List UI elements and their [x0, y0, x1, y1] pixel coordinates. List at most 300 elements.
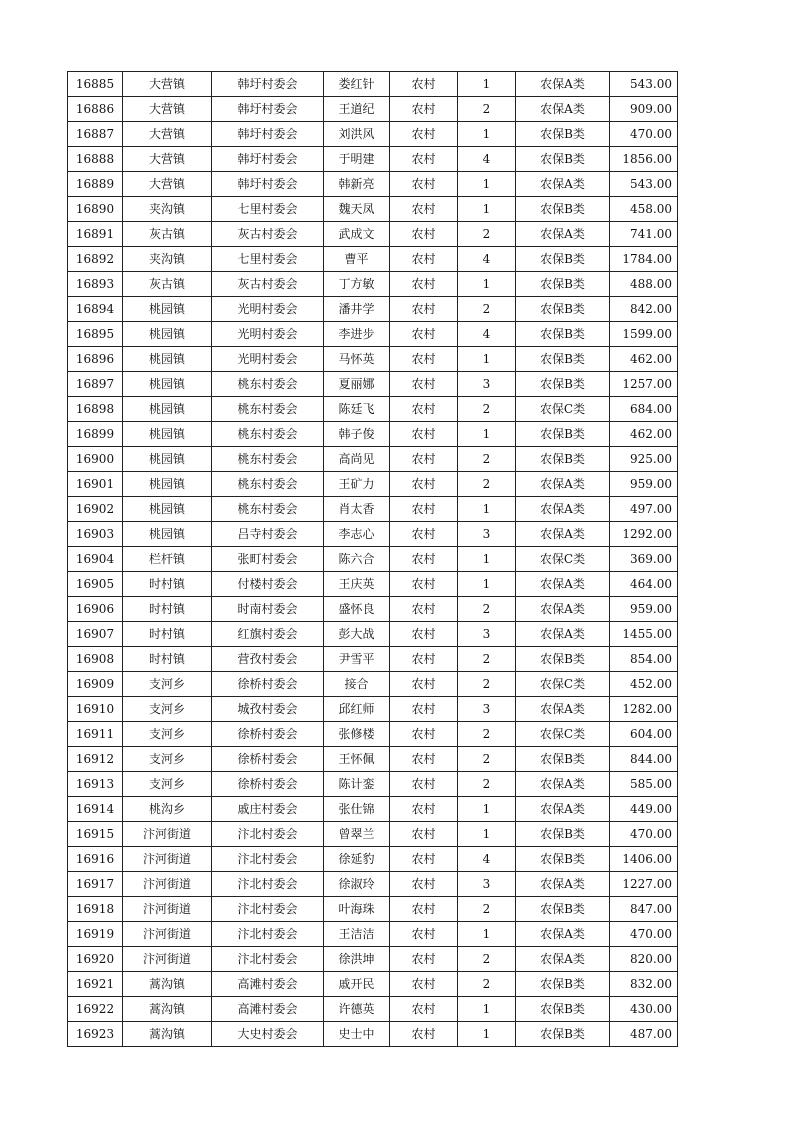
name-cell: 李进步: [324, 322, 390, 347]
amount-cell: 458.00: [610, 197, 678, 222]
member-count-cell: 1: [458, 72, 516, 97]
table-row: [68, 197, 678, 222]
insurance-category-cell: 农保A类: [516, 497, 610, 522]
amount-cell: 1282.00: [610, 697, 678, 722]
name-cell: 高尚见: [324, 447, 390, 472]
township-cell: 支河乡: [123, 672, 212, 697]
village-committee-cell: 张町村委会: [212, 547, 324, 572]
amount-cell: 604.00: [610, 722, 678, 747]
village-committee-cell: 汴北村委会: [212, 897, 324, 922]
village-committee-cell: 吕寺村委会: [212, 522, 324, 547]
amount-cell: 925.00: [610, 447, 678, 472]
member-count-cell: 4: [458, 247, 516, 272]
name-cell: 王怀佩: [324, 747, 390, 772]
village-committee-cell: 汴北村委会: [212, 847, 324, 872]
name-cell: 韩子俊: [324, 422, 390, 447]
township-cell: 汴河街道: [123, 847, 212, 872]
township-cell: 桃园镇: [123, 347, 212, 372]
member-count-cell: 2: [458, 472, 516, 497]
township-cell: 大营镇: [123, 72, 212, 97]
household-type-cell: 农村: [390, 172, 458, 197]
serial-number-cell: 16912: [68, 747, 123, 772]
name-cell: 许德英: [324, 997, 390, 1022]
serial-number-cell: 16910: [68, 697, 123, 722]
name-cell: 徐延豹: [324, 847, 390, 872]
insurance-category-cell: 农保B类: [516, 847, 610, 872]
amount-cell: 959.00: [610, 472, 678, 497]
township-cell: 桃园镇: [123, 372, 212, 397]
township-cell: 桃园镇: [123, 397, 212, 422]
member-count-cell: 2: [458, 647, 516, 672]
table-row: [68, 997, 678, 1022]
village-committee-cell: 七里村委会: [212, 197, 324, 222]
amount-cell: 497.00: [610, 497, 678, 522]
village-committee-cell: 时南村委会: [212, 597, 324, 622]
household-type-cell: 农村: [390, 772, 458, 797]
household-type-cell: 农村: [390, 297, 458, 322]
insurance-category-cell: 农保A类: [516, 772, 610, 797]
insurance-category-cell: 农保A类: [516, 797, 610, 822]
household-type-cell: 农村: [390, 622, 458, 647]
amount-cell: 487.00: [610, 1022, 678, 1047]
insurance-category-cell: 农保A类: [516, 597, 610, 622]
name-cell: 武成文: [324, 222, 390, 247]
name-cell: 王道纪: [324, 97, 390, 122]
insurance-category-cell: 农保A类: [516, 872, 610, 897]
name-cell: 李志心: [324, 522, 390, 547]
table-row: [68, 897, 678, 922]
name-cell: 王矿力: [324, 472, 390, 497]
amount-cell: 1856.00: [610, 147, 678, 172]
serial-number-cell: 16905: [68, 572, 123, 597]
insurance-category-cell: 农保B类: [516, 247, 610, 272]
name-cell: 戚开民: [324, 972, 390, 997]
township-cell: 汴河街道: [123, 897, 212, 922]
member-count-cell: 3: [458, 372, 516, 397]
village-committee-cell: 灰古村委会: [212, 222, 324, 247]
village-committee-cell: 城孜村委会: [212, 697, 324, 722]
serial-number-cell: 16915: [68, 822, 123, 847]
amount-cell: 462.00: [610, 422, 678, 447]
table-row: [68, 772, 678, 797]
amount-cell: 585.00: [610, 772, 678, 797]
member-count-cell: 1: [458, 997, 516, 1022]
name-cell: 陈廷飞: [324, 397, 390, 422]
member-count-cell: 2: [458, 972, 516, 997]
village-committee-cell: 韩圩村委会: [212, 72, 324, 97]
village-committee-cell: 桃东村委会: [212, 497, 324, 522]
table-row: [68, 247, 678, 272]
insurance-category-cell: 农保B类: [516, 997, 610, 1022]
member-count-cell: 2: [458, 947, 516, 972]
village-committee-cell: 徐桥村委会: [212, 722, 324, 747]
village-committee-cell: 大史村委会: [212, 1022, 324, 1047]
amount-cell: 543.00: [610, 72, 678, 97]
serial-number-cell: 16903: [68, 522, 123, 547]
village-committee-cell: 桃东村委会: [212, 397, 324, 422]
township-cell: 汴河街道: [123, 872, 212, 897]
household-type-cell: 农村: [390, 397, 458, 422]
amount-cell: 430.00: [610, 997, 678, 1022]
member-count-cell: 2: [458, 722, 516, 747]
amount-cell: 1784.00: [610, 247, 678, 272]
serial-number-cell: 16907: [68, 622, 123, 647]
name-cell: 刘洪风: [324, 122, 390, 147]
serial-number-cell: 16913: [68, 772, 123, 797]
serial-number-cell: 16891: [68, 222, 123, 247]
insurance-category-cell: 农保A类: [516, 172, 610, 197]
serial-number-cell: 16890: [68, 197, 123, 222]
village-committee-cell: 桃东村委会: [212, 472, 324, 497]
village-committee-cell: 红旗村委会: [212, 622, 324, 647]
name-cell: 徐洪坤: [324, 947, 390, 972]
insurance-category-cell: 农保A类: [516, 97, 610, 122]
table-row: [68, 922, 678, 947]
village-committee-cell: 光明村委会: [212, 347, 324, 372]
village-committee-cell: 韩圩村委会: [212, 97, 324, 122]
member-count-cell: 1: [458, 1022, 516, 1047]
table-row: [68, 847, 678, 872]
amount-cell: 854.00: [610, 647, 678, 672]
member-count-cell: 2: [458, 747, 516, 772]
insurance-category-cell: 农保B类: [516, 297, 610, 322]
amount-cell: 1292.00: [610, 522, 678, 547]
township-cell: 汴河街道: [123, 947, 212, 972]
household-type-cell: 农村: [390, 122, 458, 147]
serial-number-cell: 16923: [68, 1022, 123, 1047]
township-cell: 时村镇: [123, 647, 212, 672]
township-cell: 支河乡: [123, 722, 212, 747]
amount-cell: 1406.00: [610, 847, 678, 872]
insurance-category-cell: 农保B类: [516, 747, 610, 772]
household-type-cell: 农村: [390, 372, 458, 397]
township-cell: 时村镇: [123, 622, 212, 647]
amount-cell: 449.00: [610, 797, 678, 822]
insurance-category-cell: 农保B类: [516, 447, 610, 472]
township-cell: 蒿沟镇: [123, 972, 212, 997]
member-count-cell: 2: [458, 672, 516, 697]
household-type-cell: 农村: [390, 597, 458, 622]
township-cell: 桃园镇: [123, 472, 212, 497]
serial-number-cell: 16897: [68, 372, 123, 397]
name-cell: 叶海珠: [324, 897, 390, 922]
name-cell: 盛怀良: [324, 597, 390, 622]
household-type-cell: 农村: [390, 922, 458, 947]
amount-cell: 959.00: [610, 597, 678, 622]
name-cell: 魏天凤: [324, 197, 390, 222]
table-row: [68, 272, 678, 297]
name-cell: 徐淑玲: [324, 872, 390, 897]
member-count-cell: 1: [458, 347, 516, 372]
table-row: [68, 222, 678, 247]
table-row: [68, 947, 678, 972]
member-count-cell: 3: [458, 622, 516, 647]
household-type-cell: 农村: [390, 222, 458, 247]
village-committee-cell: 桃东村委会: [212, 372, 324, 397]
table-row: [68, 822, 678, 847]
serial-number-cell: 16918: [68, 897, 123, 922]
township-cell: 桃园镇: [123, 447, 212, 472]
name-cell: 潘井学: [324, 297, 390, 322]
household-type-cell: 农村: [390, 72, 458, 97]
serial-number-cell: 16899: [68, 422, 123, 447]
village-committee-cell: 光明村委会: [212, 322, 324, 347]
insurance-category-cell: 农保B类: [516, 272, 610, 297]
village-committee-cell: 汴北村委会: [212, 872, 324, 897]
member-count-cell: 2: [458, 97, 516, 122]
serial-number-cell: 16919: [68, 922, 123, 947]
household-type-cell: 农村: [390, 722, 458, 747]
township-cell: 桃园镇: [123, 297, 212, 322]
insurance-category-cell: 农保B类: [516, 147, 610, 172]
serial-number-cell: 16921: [68, 972, 123, 997]
township-cell: 栏杆镇: [123, 547, 212, 572]
amount-cell: 1257.00: [610, 372, 678, 397]
member-count-cell: 3: [458, 522, 516, 547]
insurance-category-cell: 农保C类: [516, 547, 610, 572]
insurance-category-cell: 农保B类: [516, 347, 610, 372]
village-committee-cell: 桃东村委会: [212, 422, 324, 447]
insurance-category-cell: 农保C类: [516, 397, 610, 422]
township-cell: 大营镇: [123, 147, 212, 172]
name-cell: 肖太香: [324, 497, 390, 522]
amount-cell: 470.00: [610, 822, 678, 847]
insurance-category-cell: 农保A类: [516, 472, 610, 497]
table-row: [68, 647, 678, 672]
village-committee-cell: 高滩村委会: [212, 972, 324, 997]
name-cell: 夏丽娜: [324, 372, 390, 397]
serial-number-cell: 16885: [68, 72, 123, 97]
name-cell: 张修楼: [324, 722, 390, 747]
member-count-cell: 2: [458, 297, 516, 322]
table-row: [68, 747, 678, 772]
household-type-cell: 农村: [390, 272, 458, 297]
name-cell: 陈计銮: [324, 772, 390, 797]
member-count-cell: 2: [458, 597, 516, 622]
member-count-cell: 1: [458, 797, 516, 822]
member-count-cell: 4: [458, 322, 516, 347]
household-type-cell: 农村: [390, 972, 458, 997]
township-cell: 汴河街道: [123, 822, 212, 847]
insurance-category-cell: 农保A类: [516, 622, 610, 647]
serial-number-cell: 16900: [68, 447, 123, 472]
insurance-category-cell: 农保C类: [516, 722, 610, 747]
household-type-cell: 农村: [390, 472, 458, 497]
insurance-category-cell: 农保B类: [516, 122, 610, 147]
table-row: [68, 97, 678, 122]
village-committee-cell: 徐桥村委会: [212, 672, 324, 697]
table-row: [68, 172, 678, 197]
member-count-cell: 2: [458, 397, 516, 422]
insurance-category-cell: 农保C类: [516, 672, 610, 697]
serial-number-cell: 16886: [68, 97, 123, 122]
table-row: [68, 622, 678, 647]
village-committee-cell: 营孜村委会: [212, 647, 324, 672]
township-cell: 桃园镇: [123, 422, 212, 447]
amount-cell: 1599.00: [610, 322, 678, 347]
member-count-cell: 1: [458, 172, 516, 197]
table-row: [68, 697, 678, 722]
village-committee-cell: 戚庄村委会: [212, 797, 324, 822]
township-cell: 桃沟乡: [123, 797, 212, 822]
name-cell: 接合: [324, 672, 390, 697]
member-count-cell: 1: [458, 422, 516, 447]
serial-number-cell: 16911: [68, 722, 123, 747]
member-count-cell: 1: [458, 272, 516, 297]
township-cell: 时村镇: [123, 572, 212, 597]
member-count-cell: 3: [458, 872, 516, 897]
serial-number-cell: 16894: [68, 297, 123, 322]
household-type-cell: 农村: [390, 522, 458, 547]
member-count-cell: 1: [458, 572, 516, 597]
amount-cell: 488.00: [610, 272, 678, 297]
township-cell: 支河乡: [123, 697, 212, 722]
household-type-cell: 农村: [390, 97, 458, 122]
amount-cell: 832.00: [610, 972, 678, 997]
village-committee-cell: 韩圩村委会: [212, 122, 324, 147]
serial-number-cell: 16888: [68, 147, 123, 172]
member-count-cell: 1: [458, 197, 516, 222]
village-committee-cell: 高滩村委会: [212, 997, 324, 1022]
member-count-cell: 1: [458, 547, 516, 572]
table-row: [68, 472, 678, 497]
table-row: [68, 147, 678, 172]
table-row: [68, 447, 678, 472]
household-type-cell: 农村: [390, 197, 458, 222]
table-row: [68, 547, 678, 572]
table-row: [68, 372, 678, 397]
insurance-category-cell: 农保B类: [516, 422, 610, 447]
household-type-cell: 农村: [390, 247, 458, 272]
village-committee-cell: 灰古村委会: [212, 272, 324, 297]
household-type-cell: 农村: [390, 822, 458, 847]
township-cell: 桃园镇: [123, 522, 212, 547]
table-row: [68, 322, 678, 347]
household-type-cell: 农村: [390, 872, 458, 897]
township-cell: 桃园镇: [123, 497, 212, 522]
township-cell: 大营镇: [123, 172, 212, 197]
name-cell: 张仕锦: [324, 797, 390, 822]
table-row: [68, 122, 678, 147]
table-row: [68, 672, 678, 697]
insurance-category-cell: 农保B类: [516, 822, 610, 847]
serial-number-cell: 16892: [68, 247, 123, 272]
insurance-category-cell: 农保B类: [516, 197, 610, 222]
amount-cell: 847.00: [610, 897, 678, 922]
table-row: [68, 797, 678, 822]
household-type-cell: 农村: [390, 547, 458, 572]
table-row: [68, 422, 678, 447]
amount-cell: 1455.00: [610, 622, 678, 647]
household-type-cell: 农村: [390, 422, 458, 447]
township-cell: 灰古镇: [123, 272, 212, 297]
table-row: [68, 722, 678, 747]
insurance-category-cell: 农保B类: [516, 647, 610, 672]
insurance-category-cell: 农保B类: [516, 1022, 610, 1047]
village-committee-cell: 汴北村委会: [212, 822, 324, 847]
insurance-category-cell: 农保A类: [516, 947, 610, 972]
name-cell: 曾翠兰: [324, 822, 390, 847]
table-row: [68, 1022, 678, 1047]
township-cell: 夹沟镇: [123, 197, 212, 222]
amount-cell: 1227.00: [610, 872, 678, 897]
amount-cell: 464.00: [610, 572, 678, 597]
serial-number-cell: 16916: [68, 847, 123, 872]
village-committee-cell: 徐桥村委会: [212, 772, 324, 797]
name-cell: 韩新亮: [324, 172, 390, 197]
township-cell: 蒿沟镇: [123, 1022, 212, 1047]
amount-cell: 470.00: [610, 122, 678, 147]
table-row: [68, 297, 678, 322]
serial-number-cell: 16920: [68, 947, 123, 972]
insurance-category-cell: 农保A类: [516, 222, 610, 247]
table-row: [68, 347, 678, 372]
serial-number-cell: 16904: [68, 547, 123, 572]
village-committee-cell: 七里村委会: [212, 247, 324, 272]
township-cell: 灰古镇: [123, 222, 212, 247]
household-type-cell: 农村: [390, 322, 458, 347]
name-cell: 史士中: [324, 1022, 390, 1047]
serial-number-cell: 16909: [68, 672, 123, 697]
household-type-cell: 农村: [390, 572, 458, 597]
amount-cell: 842.00: [610, 297, 678, 322]
serial-number-cell: 16889: [68, 172, 123, 197]
township-cell: 时村镇: [123, 597, 212, 622]
serial-number-cell: 16908: [68, 647, 123, 672]
table-row: [68, 572, 678, 597]
insurance-category-cell: 农保B类: [516, 972, 610, 997]
serial-number-cell: 16895: [68, 322, 123, 347]
insurance-category-cell: 农保A类: [516, 922, 610, 947]
household-type-cell: 农村: [390, 997, 458, 1022]
amount-cell: 844.00: [610, 747, 678, 772]
serial-number-cell: 16901: [68, 472, 123, 497]
table-row: [68, 597, 678, 622]
household-type-cell: 农村: [390, 1022, 458, 1047]
member-count-cell: 2: [458, 222, 516, 247]
member-count-cell: 4: [458, 847, 516, 872]
village-committee-cell: 韩圩村委会: [212, 172, 324, 197]
serial-number-cell: 16902: [68, 497, 123, 522]
serial-number-cell: 16906: [68, 597, 123, 622]
insurance-category-cell: 农保A类: [516, 522, 610, 547]
serial-number-cell: 16893: [68, 272, 123, 297]
table-body: [68, 72, 678, 1047]
member-count-cell: 2: [458, 897, 516, 922]
member-count-cell: 1: [458, 122, 516, 147]
member-count-cell: 3: [458, 697, 516, 722]
name-cell: 尹雪平: [324, 647, 390, 672]
amount-cell: 820.00: [610, 947, 678, 972]
serial-number-cell: 16896: [68, 347, 123, 372]
township-cell: 蒿沟镇: [123, 997, 212, 1022]
insurance-category-cell: 农保B类: [516, 897, 610, 922]
village-committee-cell: 付楼村委会: [212, 572, 324, 597]
member-count-cell: 4: [458, 147, 516, 172]
member-count-cell: 1: [458, 497, 516, 522]
member-count-cell: 2: [458, 447, 516, 472]
serial-number-cell: 16887: [68, 122, 123, 147]
household-type-cell: 农村: [390, 797, 458, 822]
serial-number-cell: 16914: [68, 797, 123, 822]
insurance-category-cell: 农保A类: [516, 72, 610, 97]
household-type-cell: 农村: [390, 747, 458, 772]
township-cell: 汴河街道: [123, 922, 212, 947]
insurance-category-cell: 农保A类: [516, 697, 610, 722]
table-row: [68, 397, 678, 422]
insurance-category-cell: 农保B类: [516, 322, 610, 347]
amount-cell: 462.00: [610, 347, 678, 372]
